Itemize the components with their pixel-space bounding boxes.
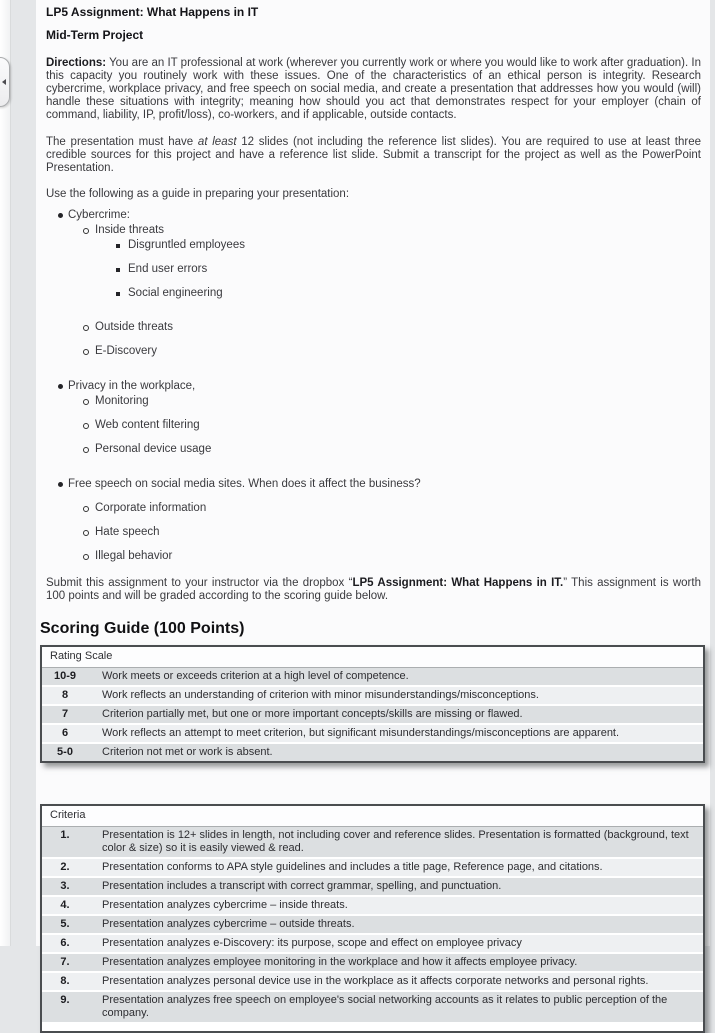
- criteria-number: 7.: [60, 956, 70, 968]
- outline-item: [46, 502, 701, 515]
- outline-item: [46, 550, 701, 563]
- bullet-circle-icon: [83, 349, 89, 355]
- outline-item-label: E-Discovery: [95, 345, 157, 357]
- submit-text-pre: Submit this assignment to your instructor via the dropbox “: [46, 577, 353, 589]
- criteria-row: [42, 952, 703, 971]
- outline-item: [46, 419, 701, 432]
- outline-item-label: Social engineering: [128, 287, 223, 299]
- criteria-description: Presentation is 12+ slides in length, not including cover and reference slides. Presentation is formatted (background, text color & size) so it is easily viewed & read.: [102, 829, 689, 854]
- criteria-description: Presentation analyzes cybercrime – outside threats.: [102, 918, 355, 930]
- outline-item-label: Web content filtering: [95, 419, 200, 431]
- bullet-circle-icon: [83, 423, 89, 429]
- bullet-disc-icon: [58, 482, 63, 487]
- bullet-square-icon: [116, 292, 120, 296]
- rating-row: [42, 742, 703, 761]
- criteria-table: [40, 804, 705, 1033]
- rating-scale-header: Rating Scale: [42, 647, 703, 668]
- outline-item: [46, 263, 701, 276]
- outline-item: [46, 209, 701, 222]
- criteria-description: Presentation conforms to APA style guidelines and includes a title page, Reference page, and citations.: [102, 861, 603, 873]
- criteria-description: Presentation analyzes e-Discovery: its purpose, scope and effect on employee privacy: [102, 937, 522, 949]
- dropbox-name: LP5 Assignment: What Happens in IT.: [352, 577, 564, 589]
- bullet-square-icon: [116, 268, 120, 272]
- page-subtitle: Mid-Term Project: [46, 28, 144, 42]
- criteria-description: Presentation analyzes free speech on employee's social networking accounts as it relates to public perception of the company.: [102, 994, 668, 1019]
- outline-item: [46, 287, 701, 300]
- requirements-text-post: 12 slides (not including the reference list slides). You are required to use at least three credible sources for this project and have a reference list slide. Submit a transcript for the project as well as the PowerPoint Presentation.: [46, 136, 702, 174]
- criteria-next-row-partial: [42, 1022, 703, 1031]
- rating-description: Criterion not met or work is absent.: [102, 746, 273, 758]
- guide-intro: Use the following as a guide in preparing your presentation:: [46, 188, 350, 200]
- criteria-row: [42, 971, 703, 990]
- rating-description: Work reflects an attempt to meet criterion, but significant misunderstandings/misconceptions are apparent.: [102, 727, 620, 739]
- outline-item-label: Outside threats: [95, 321, 173, 333]
- outline-item-label: Hate speech: [95, 526, 160, 538]
- outline-item: [46, 478, 701, 491]
- criteria-number: 5.: [60, 918, 70, 930]
- page-title: LP5 Assignment: What Happens in IT: [46, 5, 259, 19]
- outline-item-label: Cybercrime:: [68, 209, 130, 221]
- bullet-circle-icon: [83, 530, 89, 536]
- outline-item-label: Free speech on social media sites. When does it affect the business?: [68, 478, 421, 490]
- outline-item-label: End user errors: [128, 263, 208, 275]
- rating-score: 7: [61, 708, 69, 720]
- rating-score: 5-0: [57, 746, 73, 758]
- scoring-guide-section: [40, 619, 705, 1033]
- criteria-row: [42, 933, 703, 952]
- criteria-number: 6.: [60, 937, 70, 949]
- rating-score: 8: [61, 689, 69, 701]
- outline-item-label: Personal device usage: [95, 443, 212, 455]
- criteria-number: 8.: [60, 975, 70, 987]
- criteria-number: 4.: [60, 899, 70, 911]
- outline-item: [46, 224, 701, 237]
- outline-item-label: Monitoring: [95, 395, 149, 407]
- rating-description: Criterion partially met, but one or more important concepts/skills are missing or flawed.: [102, 708, 523, 720]
- criteria-row: [42, 914, 703, 933]
- criteria-row: [42, 876, 703, 895]
- bullet-circle-icon: [83, 554, 89, 560]
- rating-score: 10-9: [53, 670, 77, 682]
- submit-text-post: ” This assignment is worth 100 points and will be graded according to the scoring guide below.: [46, 577, 701, 602]
- presentation-outline: [46, 209, 701, 563]
- outline-item: [46, 345, 701, 358]
- outline-item-label: Inside threats: [95, 224, 165, 236]
- bullet-circle-icon: [83, 506, 89, 512]
- bullet-disc-icon: [58, 213, 63, 218]
- criteria-row: [42, 895, 703, 914]
- bullet-square-icon: [116, 244, 120, 248]
- bullet-circle-icon: [83, 228, 89, 234]
- criteria-number: 3.: [60, 880, 70, 892]
- criteria-description: Presentation analyzes cybercrime – inside threats.: [102, 899, 348, 911]
- outline-item-label: Disgruntled employees: [128, 239, 245, 251]
- directions-label: Directions:: [46, 57, 107, 69]
- bullet-circle-icon: [83, 325, 89, 331]
- sidebar-expand-tab[interactable]: [0, 57, 10, 107]
- scoring-guide-heading: Scoring Guide (100 Points): [40, 620, 245, 637]
- collapsed-sidebar-rail: [0, 0, 11, 946]
- rating-row: [42, 723, 703, 742]
- outline-item-label: Privacy in the workplace,: [68, 380, 196, 392]
- directions-paragraph: [46, 57, 701, 122]
- rating-description: Work reflects an understanding of criterion with minor misunderstandings/misconceptions.: [102, 689, 539, 701]
- bullet-circle-icon: [83, 399, 89, 405]
- rating-score: 6: [61, 727, 69, 739]
- outline-item: [46, 380, 701, 393]
- requirements-paragraph: [46, 136, 701, 175]
- rating-row: [42, 668, 703, 685]
- outline-item-label: Corporate information: [95, 502, 207, 514]
- bullet-disc-icon: [58, 384, 63, 389]
- criteria-number: 2.: [60, 861, 70, 873]
- rating-row: [42, 685, 703, 704]
- rating-description: Work meets or exceeds criterion at a high level of competence.: [102, 670, 409, 682]
- left-arrow-icon: [2, 79, 6, 85]
- outline-item: [46, 321, 701, 334]
- criteria-description: Presentation analyzes employee monitoring in the workplace and how it affects employee privacy.: [102, 956, 578, 968]
- outline-item: [46, 239, 701, 252]
- outline-item: [46, 526, 701, 539]
- outline-item: [46, 443, 701, 456]
- criteria-description: Presentation analyzes personal device use in the workplace as it affects corporate networks and personal rights.: [102, 975, 649, 987]
- criteria-row: [42, 990, 703, 1022]
- rating-row: [42, 704, 703, 723]
- criteria-number: 1.: [60, 829, 70, 841]
- document-content: [36, 0, 710, 1019]
- criteria-header: Criteria: [42, 806, 703, 827]
- criteria-description: Presentation includes a transcript with correct grammar, spelling, and punctuation.: [102, 880, 502, 892]
- submit-paragraph: [46, 577, 701, 603]
- criteria-row: [42, 857, 703, 876]
- outline-item: [46, 395, 701, 408]
- directions-text: You are an IT professional at work (wherever you currently work or where you would like to work after graduation). In this capacity you routinely work with these issues. One of the characteristics of an ethical person is integrity. Research cybercrime, workplace privacy, and free speech on social media, and create a presentation that addresses how you would (will) handle these situations with integrity; meaning how should you act that demonstrates respect for your employer (chain of command, liability, IP, profit/loss), co-workers, and if applicable, outside contacts.: [46, 57, 701, 121]
- criteria-row: [42, 827, 703, 857]
- outline-item-label: Illegal behavior: [95, 550, 173, 562]
- requirements-text-pre: The presentation must have: [46, 136, 198, 148]
- rating-scale-table: [40, 645, 705, 763]
- criteria-number: 9.: [60, 994, 70, 1006]
- requirements-italic: at least: [197, 136, 237, 148]
- bullet-circle-icon: [83, 447, 89, 453]
